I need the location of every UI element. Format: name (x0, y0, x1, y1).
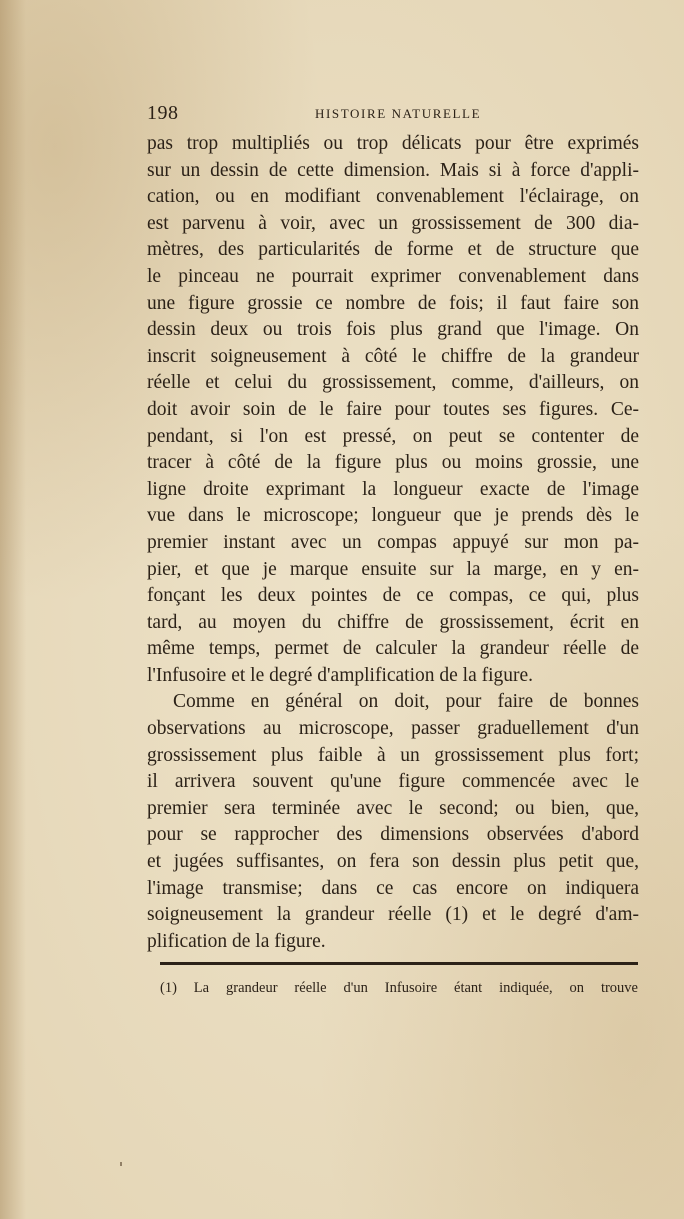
page-number: 198 (147, 102, 179, 124)
text-line: tard, au moyen du chiffre de grossissement, écrit en (147, 611, 639, 633)
page-header (147, 102, 637, 128)
text-line: pour se rapprocher des dimensions observées d'abord (147, 824, 639, 846)
text-line: tracer à côté de la figure plus ou moins grossie, une (147, 452, 639, 474)
footnote: (1) La grandeur réelle d'un Infusoire étant indiquée, on trouve (160, 980, 638, 996)
text-line: inscrit soigneusement à côté le chiffre de la grandeur (147, 345, 639, 367)
text-line: une figure grossie ce nombre de fois; il faut faire son (147, 292, 639, 314)
body-text (147, 131, 639, 955)
text-line: premier instant avec un compas appuyé sur mon pa- (147, 531, 639, 553)
text-line: premier sera terminée avec le second; ou bien, que, (147, 797, 639, 819)
text-line: grossissement plus faible à un grossissement plus fort; (147, 744, 639, 766)
text-line: l'Infusoire et le degré d'amplification de la figure. (147, 664, 534, 686)
text-line: ligne droite exprimant la longueur exacte de l'image (147, 478, 639, 500)
footnote-rule (160, 962, 638, 965)
ink-speck (120, 1162, 122, 1166)
text-line: sur un dessin de cette dimension. Mais si à force d'appli- (147, 159, 639, 181)
running-title: HISTOIRE NATURELLE (315, 106, 482, 121)
text-line: est parvenu à voir, avec un grossissement de 300 dia- (147, 212, 639, 234)
text-line: il arrivera souvent qu'une figure commencée avec le (147, 771, 639, 793)
text-line: dessin deux ou trois fois plus grand que l'image. On (147, 319, 639, 341)
text-line: le pinceau ne pourrait exprimer convenablement dans (147, 265, 639, 287)
text-line: pier, et que je marque ensuite sur la marge, en y en- (147, 558, 639, 580)
text-line: fonçant les deux pointes de ce compas, ce qui, plus (147, 585, 639, 607)
text-line: soigneusement la grandeur réelle (1) et le degré d'am- (147, 904, 639, 926)
text-line: plification de la figure. (147, 930, 326, 952)
text-line: observations au microscope, passer graduellement d'un (147, 718, 639, 740)
text-line: et jugées suffisantes, on fera son dessin plus petit que, (147, 851, 639, 873)
text-line: pendant, si l'on est pressé, on peut se contenter de (147, 425, 639, 447)
text-line: Comme en général on doit, pour faire de bonnes (173, 691, 639, 713)
page-gutter-shadow (0, 0, 26, 1219)
text-line: doit avoir soin de le faire pour toutes ses figures. Ce- (147, 398, 639, 420)
text-line: réelle et celui du grossissement, comme, d'ailleurs, on (147, 372, 639, 394)
text-line: vue dans le microscope; longueur que je prends dès le (147, 505, 639, 527)
text-line: l'image transmise; dans ce cas encore on indiquera (147, 877, 639, 899)
text-line: cation, ou en modifiant convenablement l'éclairage, on (147, 186, 639, 208)
text-line: mètres, des particularités de forme et de structure que (147, 239, 639, 261)
text-line: même temps, permet de calculer la grandeur réelle de (147, 638, 639, 660)
text-line: pas trop multipliés ou trop délicats pour être exprimés (147, 133, 639, 154)
